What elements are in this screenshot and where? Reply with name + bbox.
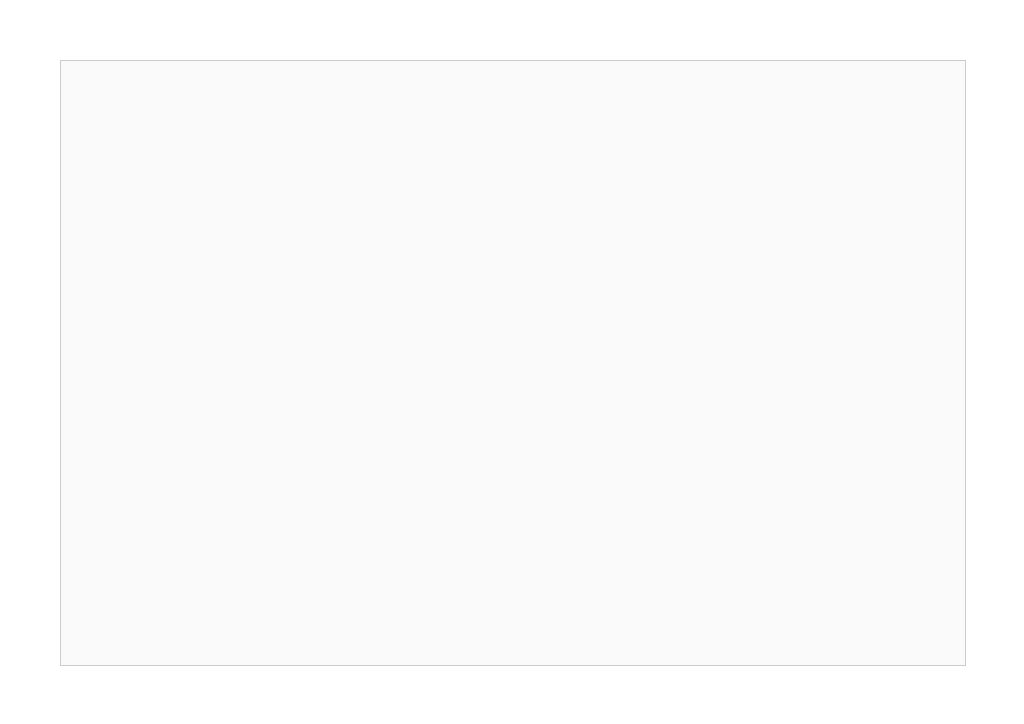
- unreadable-content-area: [60, 60, 966, 666]
